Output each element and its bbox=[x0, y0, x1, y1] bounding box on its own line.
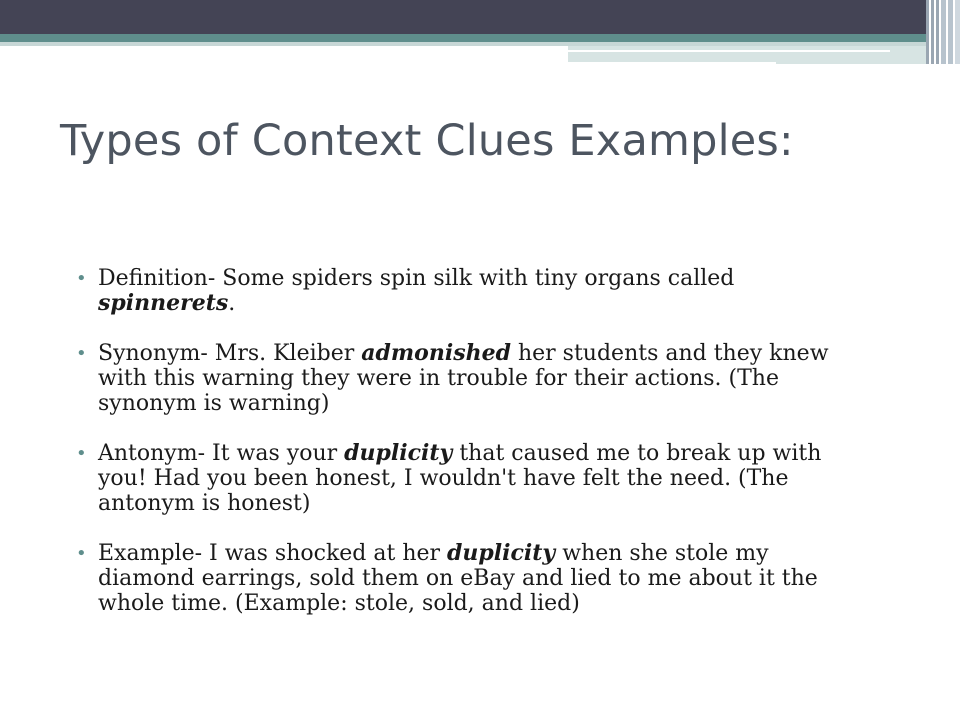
bullet-item-example bbox=[66, 541, 866, 616]
bullet-item-synonym bbox=[66, 341, 866, 416]
bullet-keyword: spinnerets bbox=[98, 290, 229, 316]
header-accent-line-short bbox=[568, 62, 776, 64]
header-dark-band bbox=[0, 0, 960, 34]
bullet-item-antonym bbox=[66, 441, 866, 516]
bullet-text-end: when she stole my diamond earrings, sold them on eBay and lied to me about it the whole time. (Example: stole, sold, and lied) bbox=[98, 541, 818, 616]
bullet-text: Antonym- It was your bbox=[98, 441, 345, 466]
bullet-item-definition bbox=[66, 266, 866, 316]
bullet-text: Definition- Some spiders spin silk with tiny organs called bbox=[98, 266, 735, 291]
header-teal-band bbox=[0, 34, 960, 42]
slide-title: Types of Context Clues Examples: bbox=[60, 116, 794, 166]
bullet-text: Example- I was shocked at her bbox=[98, 541, 448, 566]
bullet-icon: • bbox=[76, 343, 87, 364]
bullet-text: Synonym- Mrs. Kleiber bbox=[98, 341, 362, 366]
bullet-icon: • bbox=[76, 268, 87, 289]
bullet-keyword: duplicity bbox=[447, 540, 556, 566]
bullet-text-end: . bbox=[228, 291, 236, 316]
header-stripes bbox=[926, 0, 960, 64]
bullet-text-end: that caused me to break up with you! Had you been honest, I wouldn't have felt the need. (The antonym is honest) bbox=[98, 441, 822, 516]
bullet-list bbox=[66, 266, 866, 641]
bullet-icon: • bbox=[76, 543, 87, 564]
bullet-keyword: duplicity bbox=[344, 440, 453, 466]
header-accent-line bbox=[568, 50, 890, 52]
bullet-keyword: admonished bbox=[361, 340, 511, 366]
bullet-text-end: her students and they knew with this warning they were in trouble for their actions. (The synonym is warning) bbox=[98, 341, 829, 416]
bullet-icon: • bbox=[76, 443, 87, 464]
